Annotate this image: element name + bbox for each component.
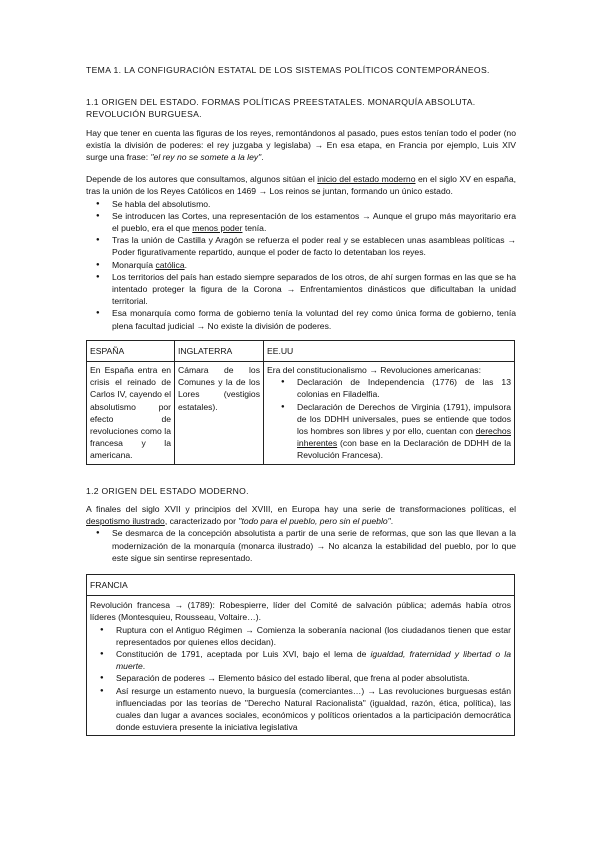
list-item-text: Declaración de Derechos de Virginia (1791), impulsora de los DDHH universales, pues se entiende que todos los hombres son libres y por ello, cuentan con (297, 401, 511, 437)
section-heading-1-1: 1.1 ORIGEN DEL ESTADO. FORMAS POLÍTICAS PREESTATALES. MONARQUÍA ABSOLUTA. REVOLUCIÓN BURGUESA. (86, 97, 476, 120)
paragraph-text: Depende de los autores que consultamos, algunos sitúan el (86, 174, 318, 185)
paragraph-text: Hay que tener en cuenta las figuras de los reyes, remontándonos al pasado, pues estos tenían todo el poder (no existía la división de poderes: el rey juzgaba y legislaba) → En esa etapa, en Francia por ejemplo, Luis XIV surge una frase: (86, 127, 516, 163)
list-item (112, 210, 516, 234)
list-item: ● Declaración de Independencia (1776) de las 13 colonias en Filadelfia. (297, 376, 511, 400)
underlined-text: católica (155, 259, 185, 270)
section-heading-1-2: 1.2 ORIGEN DEL ESTADO MODERNO. (86, 485, 249, 496)
list-item-text: (con base en la Declaración de DDHH de la Revolución Francesa). (297, 438, 511, 461)
list-item: ● Se desmarca de la concepción absolutista a partir de una serie de reformas, que son las que llevan a la modernización de la monarquía (monarca ilustrado) → No alcanza la estabilidad del pueblo, por lo que este sigue sin sentirse representado. (112, 527, 516, 564)
list-item-text: Monarquía (112, 259, 156, 270)
list-item: ● Así resurge un estamento nuevo, la burguesía (comerciantes…) → Las revoluciones burguesas están influenciadas por las teorías de "Derecho Natural Racionalista" (igualdad, razón, ética, política), las cuales dan lugar a avances sociales, económicos y políticos orientados a la participación democrática donde estuviera presente la iniciativa legislativa (116, 685, 511, 734)
list-item (116, 648, 511, 672)
paragraph-despotismo (86, 503, 516, 527)
list-item: ● Esa monarquía como forma de gobierno tenía la voluntad del rey como única forma de gobierno, tenía plena facultad judicial → No existe la división de poderes. (112, 307, 516, 331)
list-item (112, 259, 516, 271)
underlined-text: menos poder (192, 223, 243, 234)
quote-text: "todo para el pueblo, pero sin el pueblo" (238, 516, 391, 527)
list-item (297, 401, 511, 462)
underlined-text: derechos inherentes (297, 426, 511, 449)
paragraph-estado-moderno (86, 173, 516, 197)
list-item: ● Separación de poderes → Elemento básico del estado liberal, que frena al poder absolutista. (116, 672, 511, 684)
cell-inglaterra: Cámara de los Comunes y la de los Lores (vestigios estatales). (175, 362, 264, 465)
paragraph-text: . (390, 516, 394, 527)
underlined-text: inicio del estado moderno (317, 174, 416, 185)
list-item: ● Se habla del absolutismo. (112, 198, 516, 210)
list-item: ● Tras la unión de Castilla y Aragón se refuerza el poder real y se establecen unas asambleas políticas → Poder figurativamente repartido, aunque el poder de facto lo detentaban los reyes. (112, 234, 516, 258)
paragraph-text: en el siglo XV en españa, tras la unión de los Reyes Católicos en 1469 → Los reinos se juntan, formando un único estado. (86, 174, 516, 197)
list-item: ● Los territorios del país han estado siempre separados de los otros, de ahí surgen formas en las que se ha intentado proteger la figura de la Corona → Enfrentamientos dinásticos que dificultaban la unidad territorial. (112, 271, 516, 308)
table-header-inglaterra: INGLATERRA (175, 340, 264, 361)
bullet-list-absolutismo (86, 198, 516, 332)
italic-text: igualdad, fraternidad y libertad o la muerte (116, 648, 511, 672)
paragraph-text: . (261, 152, 264, 163)
list-item-text: Se introducen las Cortes, una representación de los estamentos → Aunque el grupo más mayoritario era el pueblo, era el que (112, 210, 516, 234)
table-header-row (87, 340, 515, 361)
cell-espana: En España entra en crisis el reinado de Carlos IV, cayendo el absolutismo por efecto de revoluciones como la francesa y la americana. (87, 362, 175, 465)
table-row (87, 362, 515, 465)
document-title: TEMA 1. LA CONFIGURACIÓN ESTATAL DE LOS SISTEMAS POLÍTICOS CONTEMPORÁNEOS. (86, 65, 490, 75)
paragraph-text: , caracterizado por (164, 516, 239, 527)
francia-box (86, 574, 515, 736)
list-item-text: . (184, 259, 188, 270)
document-page (86, 64, 516, 736)
table-header-eeuu: EE.UU (264, 340, 515, 361)
cell-eeuu-intro: Era del constitucionalismo → Revoluciones americanas: (267, 365, 481, 376)
paragraph-text: A finales del siglo XVII y principios del XVIII, en Europa hay una serie de transformaciones políticas, el (86, 503, 516, 514)
list-item: ● Ruptura con el Antiguo Régimen → Comienza la soberanía nacional (los ciudadanos tienen que estar representados por quienes ellos decidan). (116, 624, 511, 648)
eeuu-bullet-list (267, 376, 511, 461)
list-item-text: . (142, 661, 146, 672)
francia-bullet-list (90, 624, 511, 734)
table-header-espana: ESPAÑA (87, 340, 175, 361)
francia-intro: Revolución francesa → (1789): Robespierre, líder del Comité de salvación pública; además había otros líderes (Montesquieu, Rousseau, Voltaire…). (90, 600, 511, 623)
underlined-text: despotismo ilustrado (86, 516, 165, 527)
paragraph-reyes (86, 127, 516, 164)
countries-table (86, 340, 515, 465)
quote-text: "el rey no se somete a la ley" (150, 152, 262, 163)
francia-header: FRANCIA (87, 575, 514, 596)
list-item-text: Constitución de 1791, aceptada por Luis XVI, bajo el lema de (116, 648, 371, 659)
francia-body (87, 596, 514, 735)
cell-eeuu (264, 362, 515, 465)
list-item-text: tenía. (242, 223, 267, 234)
bullet-list-despotismo (86, 527, 516, 564)
